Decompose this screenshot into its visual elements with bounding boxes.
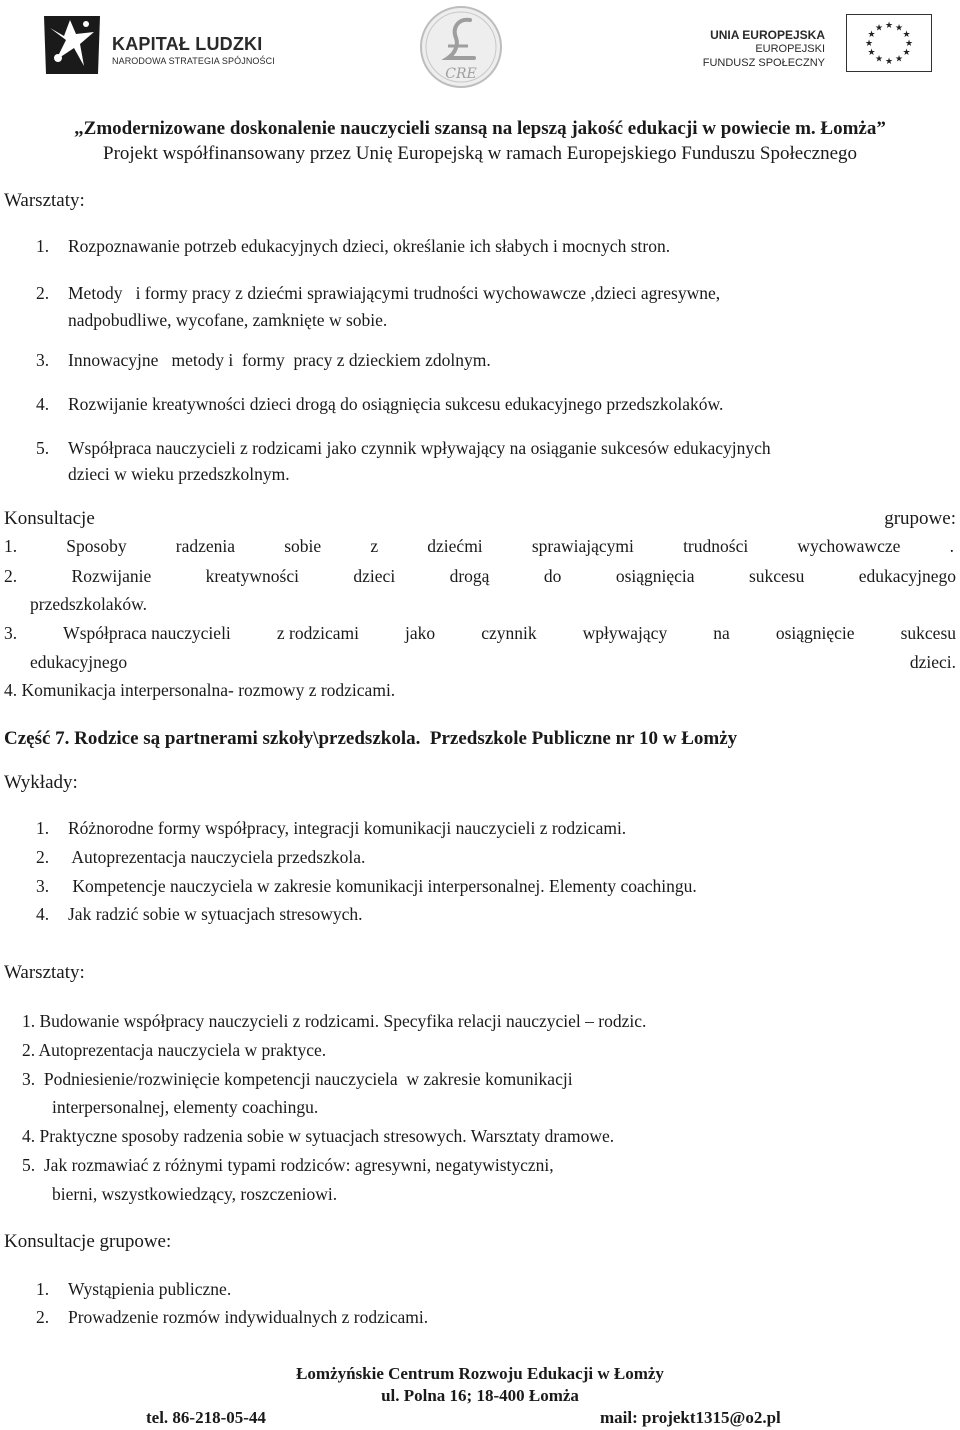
svg-text:★: ★ [902, 48, 911, 58]
wyklady-heading: Wykłady: [4, 772, 78, 793]
list-item: 5. Jak rozmawiać z różnymi typami rodziców: agresywni, negatywistyczni, [22, 1155, 554, 1175]
list-item: 2. Autoprezentacja nauczyciela w praktyce. [22, 1040, 327, 1060]
svg-text:★: ★ [874, 23, 884, 34]
kapital-ludzki-logo [40, 10, 300, 80]
list-item-continuation: nadpobudliwe, wycofane, zamknięte w sobie. [68, 310, 388, 330]
footer-address: ul. Polna 16; 18-400 Łomża [381, 1386, 579, 1405]
section-title: Część 7. Rodzice są partnerami szkoły\przedszkola. Przedszkole Publiczne nr 10 w Łomży [4, 728, 738, 749]
list-item-continuation: dzieci w wieku przedszkolnym. [68, 464, 290, 484]
list-item-continuation: bierni, wszystkowiedzący, roszczeniowi. [52, 1184, 338, 1204]
konsultacje-heading-left: Konsultacje [4, 508, 95, 529]
svg-text:★: ★ [902, 30, 911, 40]
list-item-continuation: interpersonalnej, elementy coachingu. [52, 1097, 319, 1117]
list-item: 1. Sposoby radzenia sobie z dziećmi sprawiającymi trudności wychowawcze . [4, 536, 954, 556]
list-item: 1. Budowanie współpracy nauczycieli z rodzicami. Specyfika relacji nauczyciel – rodzic. [22, 1011, 647, 1031]
svg-text:★: ★ [894, 54, 904, 65]
eu-flag-icon [846, 14, 932, 72]
svg-text:★: ★ [894, 23, 904, 34]
project-subtitle: Projekt współfinansowany przez Unię Europejską w ramach Europejskiego Funduszu Społecznego [103, 143, 857, 164]
list-item: 2. Rozwijanie kreatywności dzieci drogą do osiągnięcia sukcesu edukacyjnego [4, 566, 956, 586]
svg-text:CRE: CRE [445, 66, 477, 82]
list-item: 3. Podniesienie/rozwinięcie kompetencji nauczyciela w zakresie komunikacji [22, 1069, 573, 1089]
kapital-ludzki-subtitle: NARODOWA STRATEGIA SPÓJNOŚCI [112, 56, 275, 66]
footer-tel: tel. 86-218-05-44 [146, 1408, 266, 1427]
konsultacje-heading [4, 508, 956, 530]
project-title: „Zmodernizowane doskonalenie nauczycieli szansą na lepszą jakość edukacji w powiecie m. Łomża” [74, 118, 886, 139]
list-item: 4. Praktyczne sposoby radzenia sobie w sytuacjach stresowych. Warsztaty dramowe. [22, 1126, 615, 1146]
list-item: 4. Komunikacja interpersonalna- rozmowy z rodzicami. [4, 680, 396, 700]
kapital-ludzki-emblem-icon [40, 10, 104, 80]
list-item: 3. Współpraca nauczycieli z rodzicami jako czynnik wpływający na osiągnięcie sukcesu [4, 623, 956, 643]
konsultacje-heading-right: grupowe: [884, 508, 956, 529]
ue-line3: FUNDUSZ SPOŁECZNY [702, 57, 825, 69]
warsztaty-heading: Warsztaty: [4, 190, 85, 211]
svg-text:★: ★ [867, 30, 876, 40]
list-item-continuation: edukacyjnego dzieci. [30, 652, 956, 672]
warsztaty-heading: Warsztaty: [4, 962, 85, 983]
svg-text:★: ★ [884, 57, 894, 67]
svg-text:★: ★ [864, 39, 874, 49]
kapital-ludzki-title: KAPITAŁ LUDZKI [112, 34, 263, 54]
footer-org: Łomżyńskie Centrum Rozwoju Edukacji w Łomży [296, 1364, 664, 1383]
ue-line1: UNIA EUROPEJSKA [710, 28, 825, 42]
ue-line2: EUROPEJSKI [755, 43, 825, 55]
list-item-continuation: przedszkolaków. [30, 594, 147, 614]
svg-text:★: ★ [904, 39, 914, 49]
footer-mail: mail: projekt1315@o2.pl [600, 1408, 781, 1427]
ue-logo [700, 14, 940, 74]
konsultacje-heading: Konsultacje grupowe: [4, 1231, 172, 1252]
cre-seal-icon [418, 2, 504, 92]
cre-logo [418, 2, 504, 92]
svg-text:★: ★ [874, 54, 884, 65]
svg-text:★: ★ [867, 48, 876, 58]
svg-text:★: ★ [884, 21, 894, 31]
